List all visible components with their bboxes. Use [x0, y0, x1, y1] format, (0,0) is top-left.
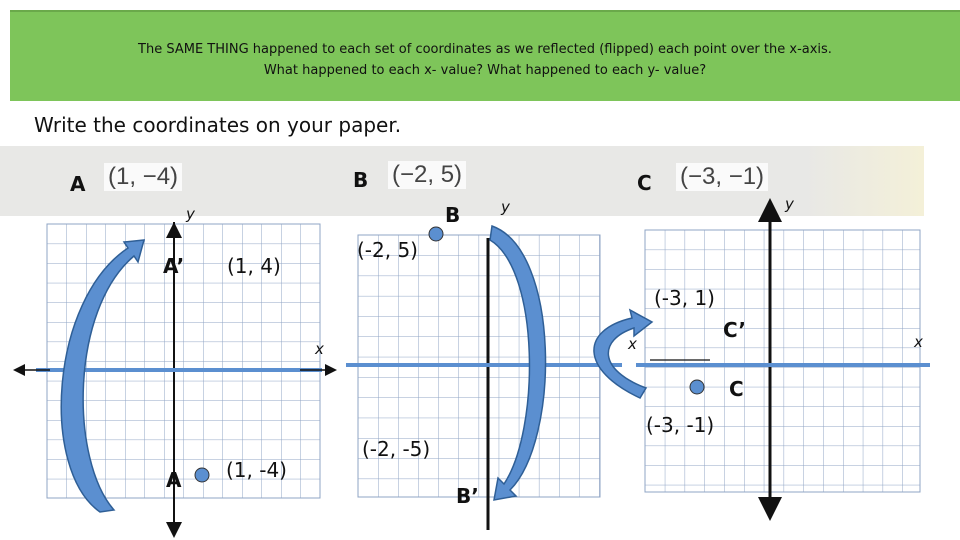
graph-c-point-c: [690, 380, 704, 394]
graph-b-orig-coord: (-2, 5): [357, 238, 418, 262]
graph-a-orig-label: A: [166, 468, 182, 492]
graph-b: [346, 226, 622, 530]
graph-c-x-label-left: x: [628, 335, 637, 353]
instruction-text: Write the coordinates on your paper.: [34, 113, 402, 137]
banner-line-2: What happened to each x- value? What happened to each y- value?: [263, 63, 707, 78]
strip-coord-c: (−3, −1): [676, 163, 768, 191]
strip-label-a: A: [70, 172, 86, 196]
graph-c-orig-coord: (-3, -1): [646, 413, 715, 437]
strip-label-b: B: [353, 168, 369, 192]
graph-b-y-label: y: [501, 198, 510, 216]
graph-a-image-label: A’: [163, 254, 185, 278]
graph-a-x-label: x: [315, 340, 324, 358]
graph-c-x-label-right: x: [914, 333, 923, 351]
graph-c: [594, 204, 930, 515]
strip-coord-b: (−2, 5): [388, 161, 466, 189]
graph-b-image-label: B’: [456, 484, 479, 508]
graph-c-orig-label: C: [729, 377, 744, 401]
graph-c-image-coord: (-3, 1): [654, 286, 715, 310]
graph-c-y-label: y: [785, 195, 794, 213]
strip-label-c: C: [637, 171, 652, 195]
graph-a-y-label: y: [186, 205, 195, 223]
graph-c-grid: [645, 230, 920, 492]
graph-c-reflect-arrow: [594, 310, 652, 398]
graph-b-point-b: [429, 227, 443, 241]
graph-a-image-coord: (1, 4): [227, 254, 281, 278]
graph-a-point-a: [195, 468, 209, 482]
banner-line-1: The SAME THING happened to each set of coordinates as we reflected (flipped) each point over the x-axis.: [138, 42, 832, 57]
graph-c-image-label: C’: [723, 318, 747, 342]
graph-a-orig-coord: (1, -4): [226, 458, 287, 482]
graph-b-orig-label: B: [445, 203, 461, 227]
graph-b-image-coord: (-2, -5): [362, 437, 431, 461]
strip-coord-a: (1, −4): [104, 163, 182, 191]
